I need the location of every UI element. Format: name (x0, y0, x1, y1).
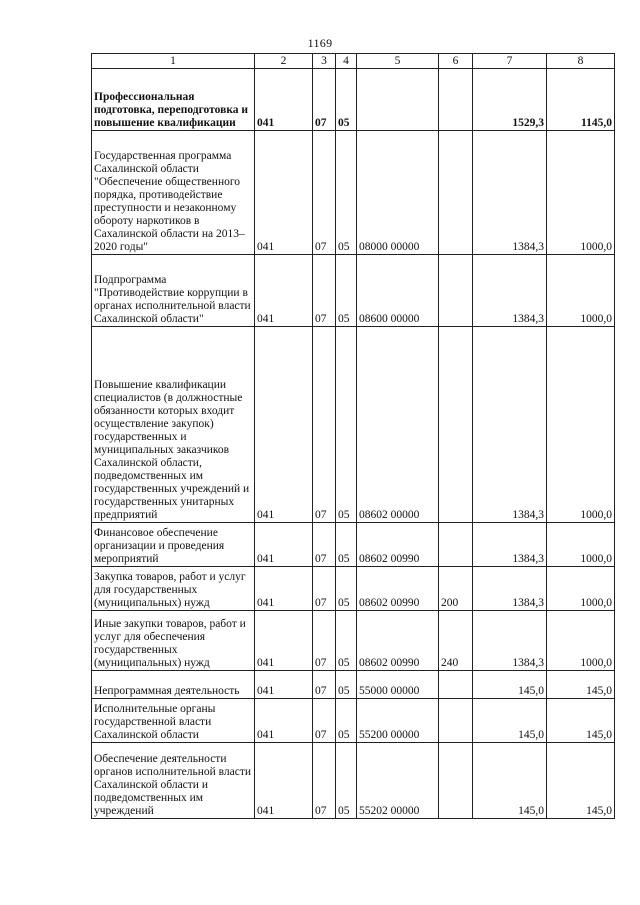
cell-section: 07 (313, 567, 336, 611)
table-row (92, 327, 615, 523)
cell-target-article: 08602 00990 (357, 567, 439, 611)
header-row (92, 54, 615, 69)
cell-expense-type (439, 699, 473, 743)
cell-amount-1: 145,0 (473, 671, 547, 699)
cell-amount-2: 1000,0 (547, 523, 615, 567)
cell-name: Непрограммная деятельность (92, 671, 255, 699)
cell-subsection: 05 (336, 611, 357, 671)
cell-department: 041 (255, 327, 313, 523)
cell-section: 07 (313, 743, 336, 819)
cell-expense-type (439, 671, 473, 699)
table-row (92, 699, 615, 743)
cell-name: Государственная программа Сахалинской области "Обеспечение общественного порядка, противодействие преступности и незаконному обороту наркотиков в Сахалинской области на 2013–2020 годы" (92, 131, 255, 255)
cell-amount-1: 1384,3 (473, 523, 547, 567)
cell-section: 07 (313, 611, 336, 671)
cell-amount-2: 1000,0 (547, 611, 615, 671)
cell-subsection: 05 (336, 327, 357, 523)
cell-expense-type: 240 (439, 611, 473, 671)
cell-amount-2: 1000,0 (547, 567, 615, 611)
cell-name: Финансовое обеспечение организации и проведения мероприятий (92, 523, 255, 567)
table-row (92, 131, 615, 255)
cell-expense-type (439, 255, 473, 327)
cell-section: 07 (313, 699, 336, 743)
cell-subsection: 05 (336, 523, 357, 567)
cell-target-article: 08000 00000 (357, 131, 439, 255)
cell-amount-2: 1145,0 (547, 69, 615, 131)
cell-department: 041 (255, 611, 313, 671)
cell-amount-2: 145,0 (547, 743, 615, 819)
cell-target-article: 55202 00000 (357, 743, 439, 819)
column-header-department: 2 (255, 54, 313, 69)
table-row (92, 611, 615, 671)
cell-department: 041 (255, 523, 313, 567)
cell-amount-2: 1000,0 (547, 255, 615, 327)
cell-subsection: 05 (336, 255, 357, 327)
column-header-name: 1 (92, 54, 255, 69)
cell-department: 041 (255, 699, 313, 743)
cell-section: 07 (313, 327, 336, 523)
cell-target-article: 08602 00000 (357, 327, 439, 523)
column-header-amount-2: 8 (547, 54, 615, 69)
table-header (92, 54, 615, 69)
cell-department: 041 (255, 255, 313, 327)
cell-expense-type (439, 327, 473, 523)
cell-expense-type (439, 69, 473, 131)
cell-target-article: 08602 00990 (357, 523, 439, 567)
cell-department: 041 (255, 671, 313, 699)
cell-section: 07 (313, 69, 336, 131)
cell-section: 07 (313, 671, 336, 699)
cell-amount-2: 1000,0 (547, 131, 615, 255)
table-row (92, 69, 615, 131)
table-row (92, 567, 615, 611)
cell-subsection: 05 (336, 699, 357, 743)
table-row (92, 743, 615, 819)
cell-expense-type (439, 523, 473, 567)
cell-amount-1: 1384,3 (473, 567, 547, 611)
table-body (92, 69, 615, 819)
cell-amount-1: 1529,3 (473, 69, 547, 131)
cell-amount-2: 145,0 (547, 699, 615, 743)
cell-department: 041 (255, 131, 313, 255)
cell-section: 07 (313, 523, 336, 567)
cell-target-article: 08600 00000 (357, 255, 439, 327)
cell-name: Закупка товаров, работ и услуг для государственных (муниципальных) нужд (92, 567, 255, 611)
cell-expense-type (439, 131, 473, 255)
cell-name: Исполнительные органы государственной власти Сахалинской области (92, 699, 255, 743)
cell-target-article: 55200 00000 (357, 699, 439, 743)
cell-name: Иные закупки товаров, работ и услуг для обеспечения государственных (муниципальных) нужд (92, 611, 255, 671)
cell-name: Подпрограмма "Противодействие коррупции в органах исполнительной власти Сахалинской области" (92, 255, 255, 327)
cell-target-article: 55000 00000 (357, 671, 439, 699)
cell-amount-1: 1384,3 (473, 327, 547, 523)
cell-amount-1: 1384,3 (473, 611, 547, 671)
cell-subsection: 05 (336, 567, 357, 611)
column-header-amount-1: 7 (473, 54, 547, 69)
cell-expense-type (439, 743, 473, 819)
cell-amount-2: 145,0 (547, 671, 615, 699)
cell-subsection: 05 (336, 743, 357, 819)
cell-subsection: 05 (336, 131, 357, 255)
budget-table (91, 53, 615, 819)
cell-name: Профессиональная подготовка, переподготовка и повышение квалификации (92, 69, 255, 131)
cell-department: 041 (255, 567, 313, 611)
cell-name: Обеспечение деятельности органов исполнительной власти Сахалинской области и подведомственных им учреждений (92, 743, 255, 819)
column-header-subsection: 4 (336, 54, 357, 69)
cell-name: Повышение квалификации специалистов (в должностные обязанности которых входит осуществление закупок) государственных и муниципальных заказчиков Сахалинской области, подведомственных им государственных учреждений и государственных унитарных предприятий (92, 327, 255, 523)
cell-subsection: 05 (336, 69, 357, 131)
cell-target-article (357, 69, 439, 131)
table-row (92, 523, 615, 567)
table-row (92, 255, 615, 327)
cell-target-article: 08602 00990 (357, 611, 439, 671)
column-header-expense-type: 6 (439, 54, 473, 69)
cell-department: 041 (255, 69, 313, 131)
cell-department: 041 (255, 743, 313, 819)
table-row (92, 671, 615, 699)
cell-amount-1: 1384,3 (473, 255, 547, 327)
cell-section: 07 (313, 255, 336, 327)
cell-amount-1: 145,0 (473, 699, 547, 743)
page-number: 1169 (307, 36, 333, 50)
cell-amount-1: 145,0 (473, 743, 547, 819)
cell-amount-2: 1000,0 (547, 327, 615, 523)
column-header-target-article: 5 (357, 54, 439, 69)
cell-expense-type: 200 (439, 567, 473, 611)
cell-subsection: 05 (336, 671, 357, 699)
cell-amount-1: 1384,3 (473, 131, 547, 255)
column-header-section: 3 (313, 54, 336, 69)
cell-section: 07 (313, 131, 336, 255)
